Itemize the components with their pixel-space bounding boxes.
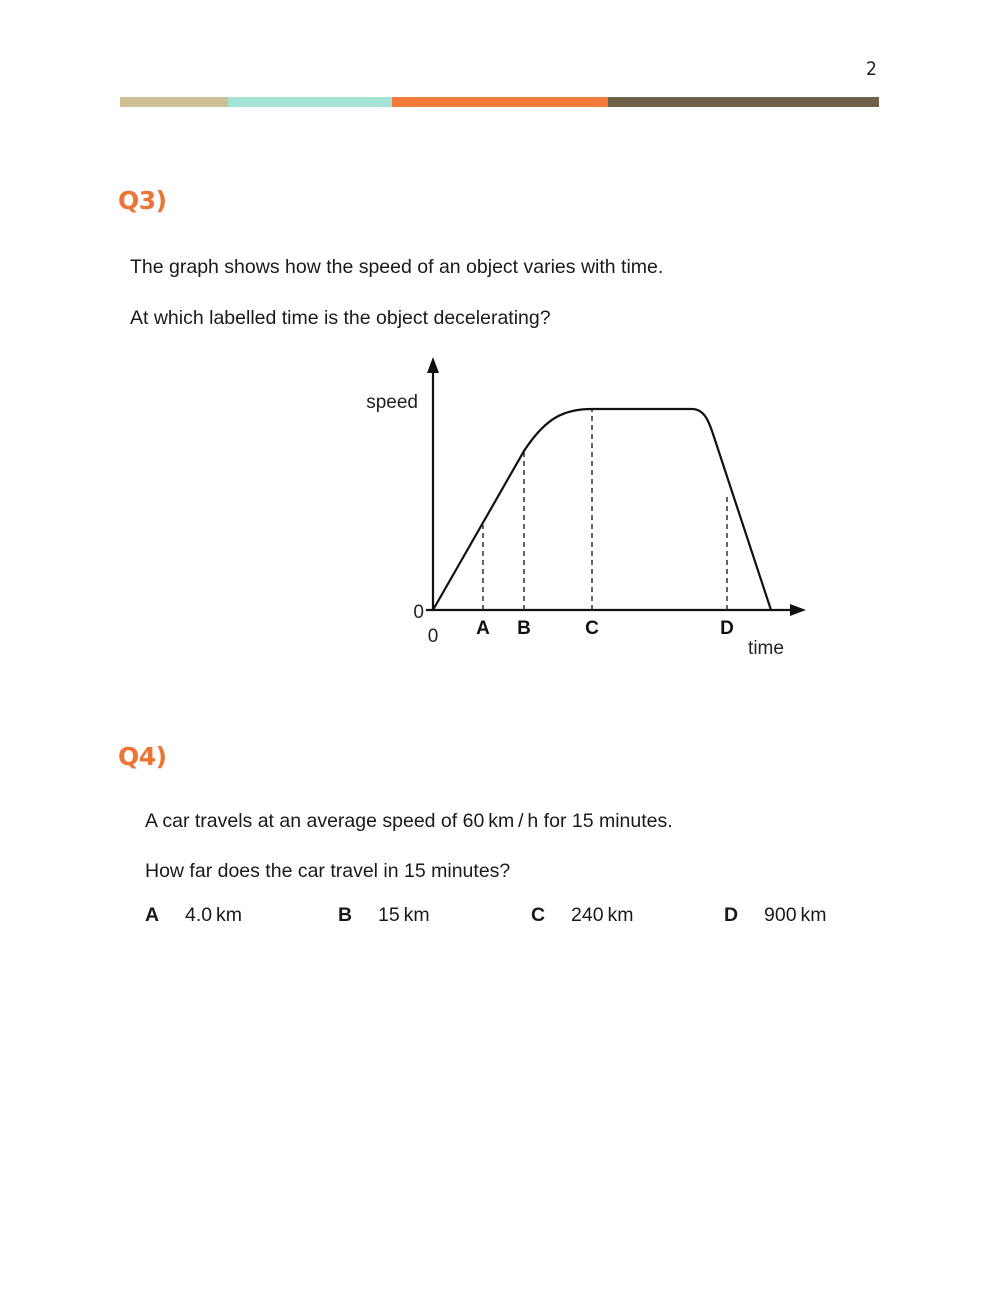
option-text: 4.0 km (185, 904, 243, 926)
option-text: 240 km (571, 904, 634, 926)
option-text: 900 km (764, 904, 827, 926)
speed-curve (433, 409, 771, 610)
bar-segment-mint (228, 97, 392, 107)
q3-text-line2: At which labelled time is the object decelerating? (130, 307, 551, 329)
marker-d-label: D (720, 618, 734, 639)
q3-heading: Q3) (118, 186, 167, 215)
option-letter: B (338, 904, 353, 926)
header-color-bar (120, 97, 879, 107)
marker-b-label: B (517, 618, 531, 639)
bar-segment-tan (120, 97, 228, 107)
speed-time-graph (340, 345, 820, 675)
q3-text-line1: The graph shows how the speed of an object varies with time. (130, 256, 664, 278)
option-letter: D (724, 904, 739, 926)
marker-a-label: A (476, 618, 490, 639)
q4-options (145, 904, 865, 932)
y-axis-arrow-icon (427, 357, 439, 373)
option-letter: A (145, 904, 160, 926)
q4-option-c[interactable] (531, 904, 633, 927)
q4-text-line1: A car travels at an average speed of 60 km / h for 15 minutes. (145, 810, 673, 832)
y-axis-label: speed (366, 392, 418, 413)
x-axis-label: time (748, 638, 784, 659)
bar-segment-brown (608, 97, 879, 107)
bar-segment-orange (392, 97, 608, 107)
x-origin-label: 0 (427, 626, 439, 647)
marker-c-label: C (585, 618, 599, 639)
option-text: 15 km (378, 904, 430, 926)
q4-heading: Q4) (118, 742, 167, 771)
page-number: 2 (866, 58, 877, 80)
q4-text-line2: How far does the car travel in 15 minutes? (145, 860, 511, 882)
q4-option-a[interactable] (145, 904, 242, 927)
q4-option-d[interactable] (724, 904, 826, 927)
x-axis-arrow-icon (790, 604, 806, 616)
y-origin-label: 0 (413, 602, 424, 623)
option-letter: C (531, 904, 546, 926)
q4-option-b[interactable] (338, 904, 430, 927)
